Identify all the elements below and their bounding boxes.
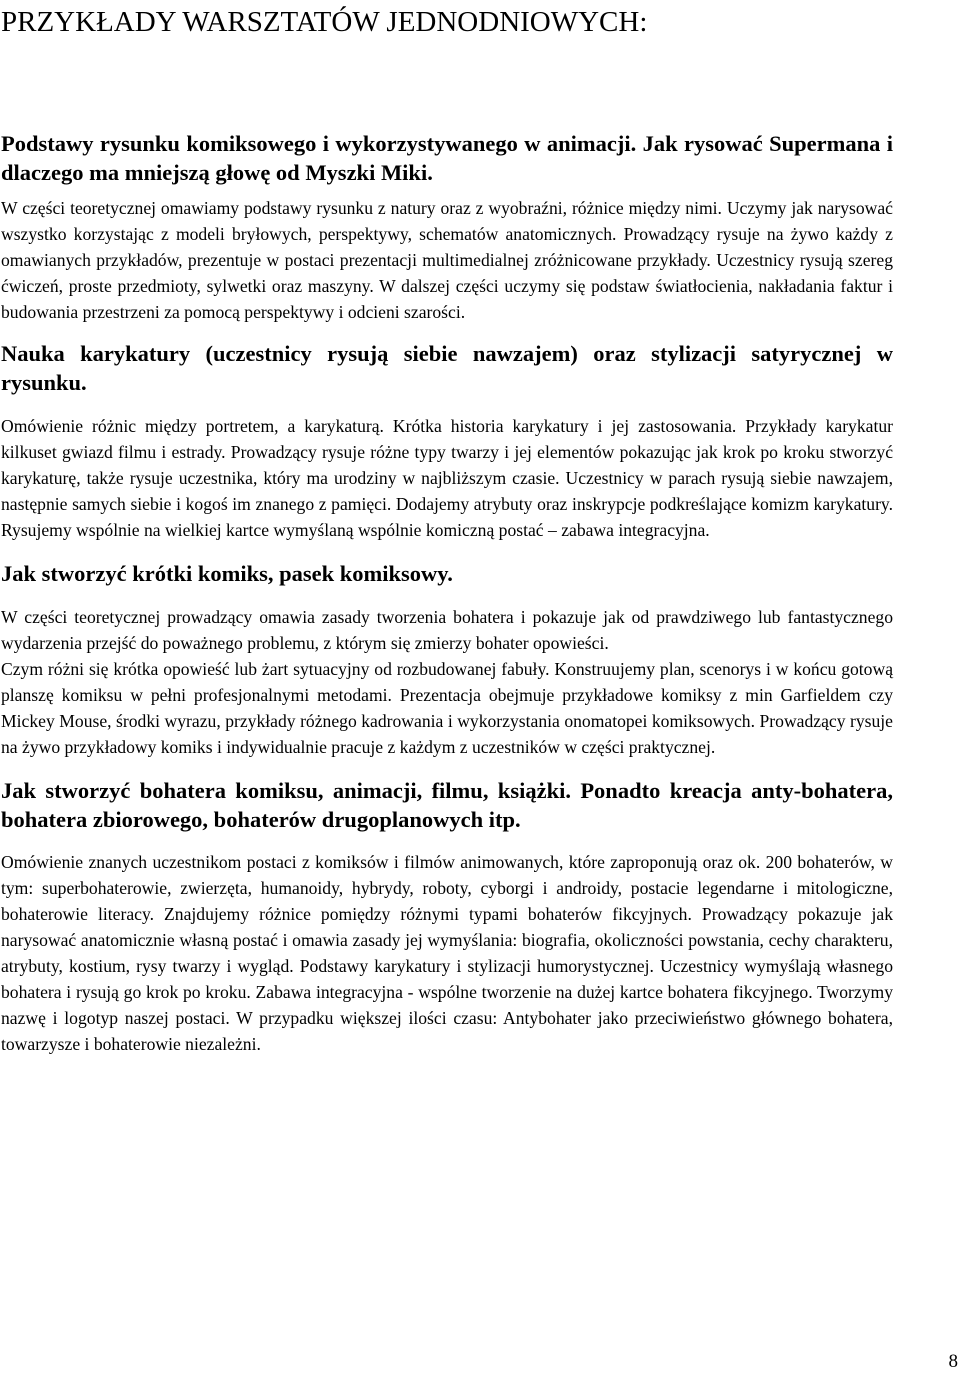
page-number: 8 — [948, 1351, 958, 1372]
section-paragraph: W części teoretycznej omawiamy podstawy rysunku z natury oraz z wyobraźni, różnice między nimi. Uczymy jak narysować wszystko korzystając z modeli bryłowych, perspektywy, schematów anatomicznych. Prowadzący rysuje na żywo każdy z omawianych przykładów, prezentuje w postaci prezentacji multimedialnej zróżnicowane przykłady. Uczestnicy rysują szereg ćwiczeń, proste przedmioty, sylwetki oraz maszyny. W dalszej części uczymy się podstaw światłocienia, nakładania faktur i budowania przestrzeni za pomocą perspektywy i odcieni szarości. — [1, 198, 893, 322]
section-heading: Nauka karykatury (uczestnicy rysują siebie nawzajem) oraz stylizacji satyrycznej w rysunku. — [1, 341, 893, 395]
section-paragraph: Czym różni się krótka opowieść lub żart sytuacyjny od rozbudowanej fabuły. Konstruujemy plan, scenorys i w końcu gotową planszę komiksu w pełni profesjonalnymi metodami. Prezentacja obejmuje przykładowe komiksy z min Garfieldem czy Mickey Mouse, środki wyrazu, przykłady różnego kadrowania i wykorzystania onomatopei komiksowych. Prowadzący rysuje na żywo przykładowy komiks i indywidualnie pracuje z każdym z uczestników w części praktycznej. — [1, 659, 893, 757]
workshop-section — [1, 129, 893, 325]
section-paragraph: Omówienie różnic między portretem, a karykaturą. Krótka historia karykatury i jej zastosowania. Przykłady karykatur kilkuset gwiazd filmu i estrady. Prowadzący rysuje różne typy twarzy i jej elementów pokazując jak krok po kroku stworzyć karykaturę, także rysuje uczestnika, który ma urodziny w najbliższym czasie. Uczestnicy w parach rysują siebie nawzajem, następnie samych siebie i kogoś im znanego z pamięci. Dodajemy atrybuty oraz inskrypcje podkreślające komizm karykatury. Rysujemy wspólnie na wielkiej kartce wymyślaną wspólnie komiczną postać – zabawa integracyjna. — [1, 416, 893, 540]
section-paragraph: W części teoretycznej prowadzący omawia zasady tworzenia bohatera i pokazuje jak od prawdziwego lub fantastycznego wydarzenia przejść do poważnego problemu, z którym się zmierzy bohater opowieści. — [1, 607, 893, 653]
section-paragraph: Omówienie znanych uczestnikom postaci z komiksów i filmów animowanych, które zaproponują oraz ok. 200 bohaterów, w tym: superbohaterowie, zwierzęta, humanoidy, hybrydy, roboty, cyborgi i androidy, postacie legendarne i mitologiczne, bohaterowie literacy. Znajdujemy różnice pomiędzy różnymi typami bohaterów fikcyjnych. Prowadzący pokazuje jak narysować anatomicznie własną postać i omawia zasady jej wymyślania: biografia, okoliczności powstania, cechy charakteru, atrybuty, kostium, rysy twarzy i wygląd. Podstawy karykatury i stylizacji humorystycznej. Uczestnicy wymyślają własnego bohatera i rysują go krok po kroku. Zabawa integracyjna - wspólne tworzenie na dużej kartce bohatera fikcyjnego. Tworzymy nazwę i logotyp naszej postaci. W przypadku większej ilości czasu: Antybohater jako przeciwieństwo głównego bohatera, towarzysze i bohaterowie niezależni. — [1, 852, 893, 1054]
document-body — [1, 129, 893, 1057]
page-title: PRZYKŁADY WARSZTATÓW JEDNODNIOWYCH: — [1, 6, 648, 38]
section-heading: Jak stworzyć krótki komiks, pasek komiksowy. — [1, 561, 453, 586]
workshop-section — [1, 339, 893, 543]
workshop-section — [1, 559, 893, 760]
section-heading: Podstawy rysunku komiksowego i wykorzystywanego w animacji. Jak rysować Supermana i dlaczego ma mniejszą głowę od Myszki Miki. — [1, 131, 893, 185]
section-heading: Jak stworzyć bohatera komiksu, animacji, filmu, książki. Ponadto kreacja anty-bohatera, bohatera zbiorowego, bohaterów drugoplanowych itp. — [1, 778, 893, 832]
workshop-section — [1, 776, 893, 1057]
